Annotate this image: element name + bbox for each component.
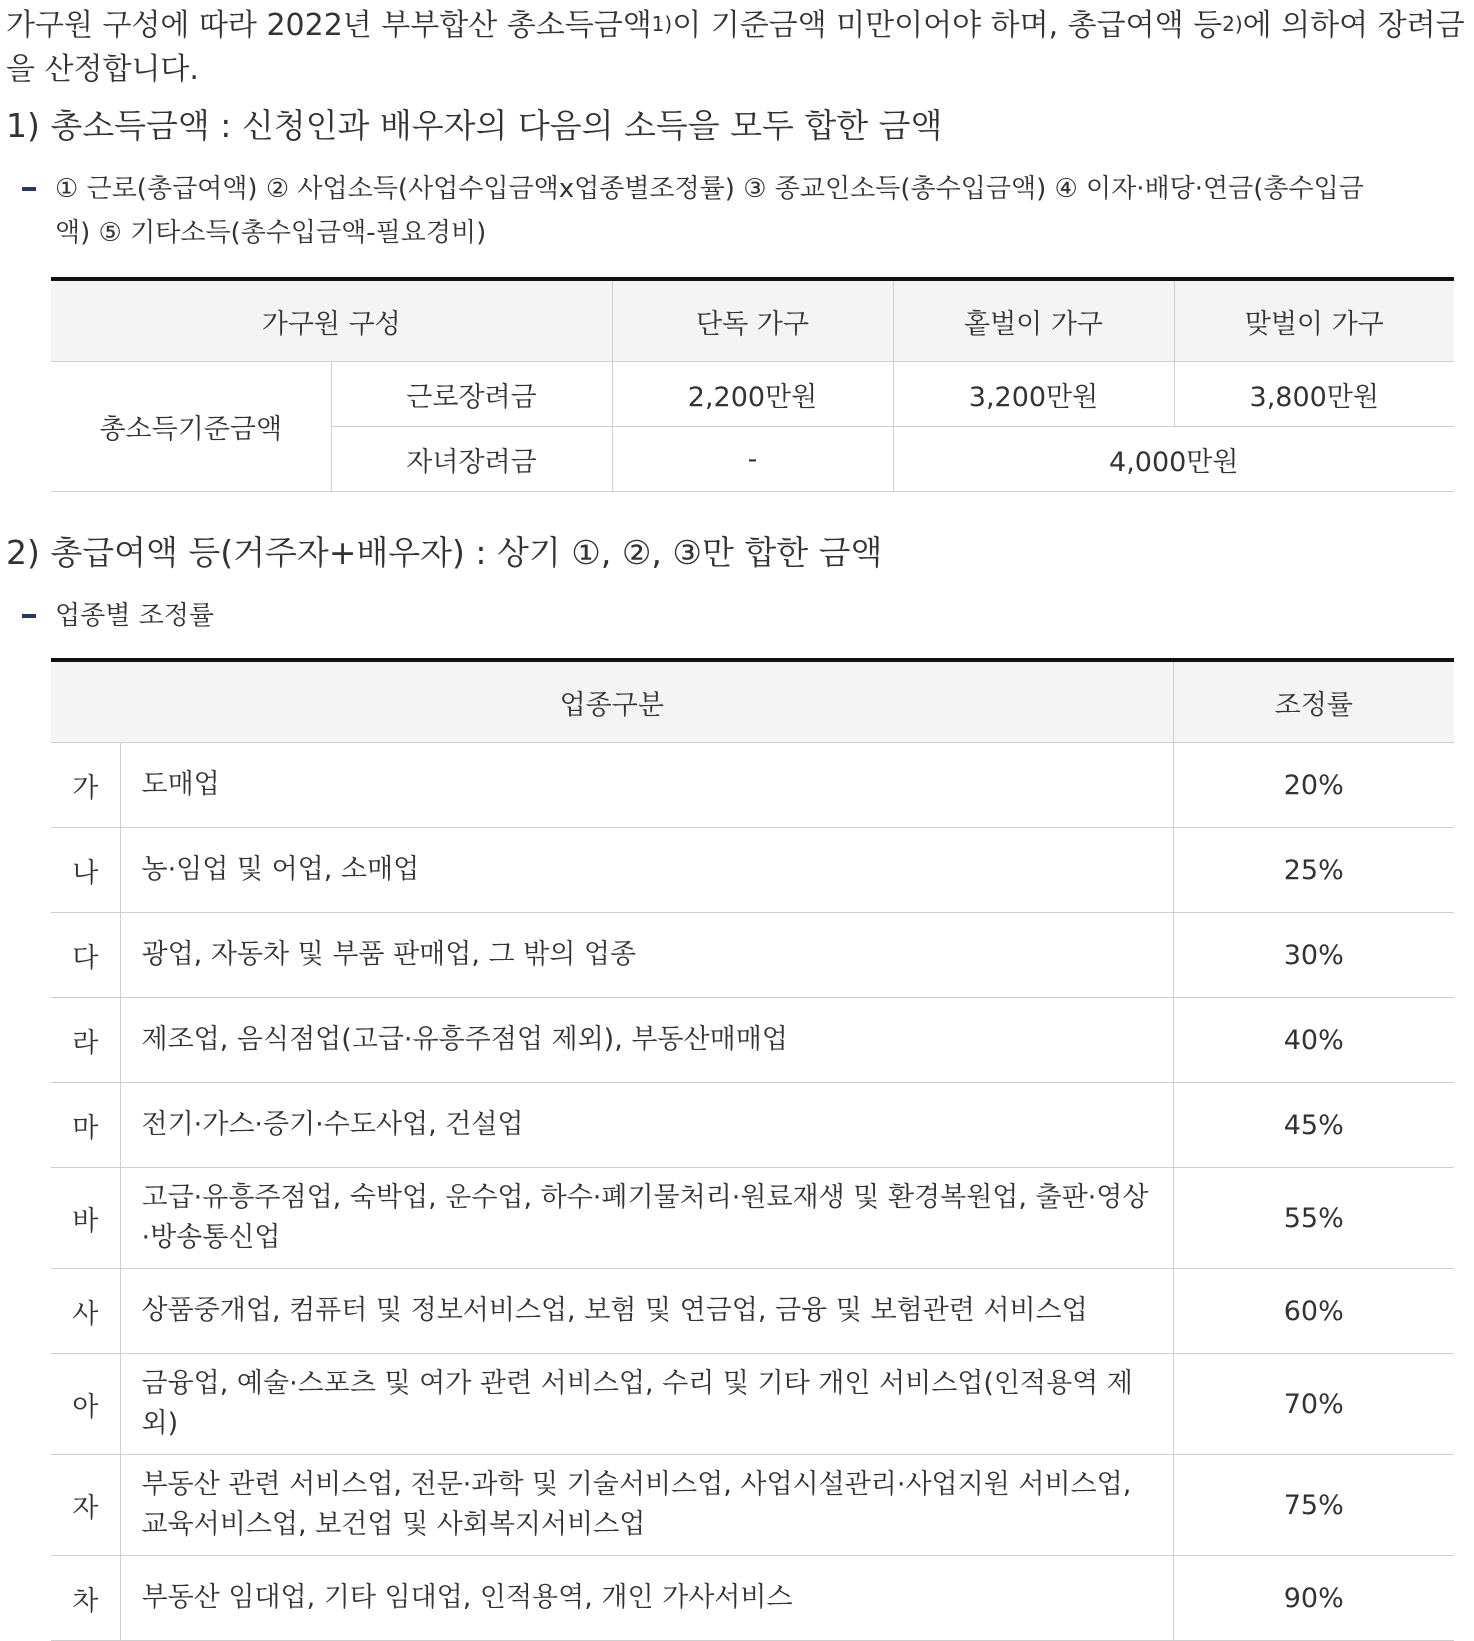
table-header-row bbox=[51, 660, 1454, 743]
row-letter: 사 bbox=[51, 1269, 120, 1354]
table-row bbox=[51, 362, 1454, 427]
table-row bbox=[51, 1354, 1454, 1455]
table-row bbox=[51, 828, 1454, 913]
table-row bbox=[51, 1269, 1454, 1354]
row-letter: 바 bbox=[51, 1168, 120, 1269]
row-rate: 30% bbox=[1173, 913, 1454, 998]
row-rate: 40% bbox=[1173, 998, 1454, 1083]
row-letter: 자 bbox=[51, 1455, 120, 1556]
row-letter: 가 bbox=[51, 743, 120, 828]
header-two-earner: 맞벌이 가구 bbox=[1174, 279, 1454, 362]
row-label: 자녀장려금 bbox=[331, 427, 612, 492]
row-letter: 아 bbox=[51, 1354, 120, 1455]
adjustment-rate-table bbox=[51, 658, 1454, 1641]
header-rate: 조정률 bbox=[1173, 660, 1454, 743]
cell-two-earner: 3,800만원 bbox=[1174, 362, 1454, 427]
row-rate: 90% bbox=[1173, 1556, 1454, 1641]
row-rate: 75% bbox=[1173, 1455, 1454, 1556]
row-rate: 45% bbox=[1173, 1083, 1454, 1168]
row-industry: 고급·유흥주점업, 숙박업, 운수업, 하수·폐기물처리·원료재생 및 환경복원업, 출판·영상·방송통신업 bbox=[120, 1168, 1173, 1269]
table-row bbox=[51, 998, 1454, 1083]
row-rate: 70% bbox=[1173, 1354, 1454, 1455]
cell-merged: 4,000만원 bbox=[893, 427, 1454, 492]
row-industry: 광업, 자동차 및 부품 판매업, 그 밖의 업종 bbox=[120, 913, 1173, 998]
row-rate: 55% bbox=[1173, 1168, 1454, 1269]
row-letter: 다 bbox=[51, 913, 120, 998]
row-industry: 농·임업 및 어업, 소매업 bbox=[120, 828, 1173, 913]
group-label: 총소득기준금액 bbox=[51, 362, 331, 492]
section1-bullet-text: ① 근로(총급여액) ② 사업소득(사업수입금액x업종별조정률) ③ 종교인소득(총수입금액) ④ 이자·배당·연금(총수입금액) ⑤ 기타소득(총수입금액-필요경비) bbox=[55, 174, 1364, 248]
table-row bbox=[51, 1556, 1454, 1641]
section1-heading: 1) 총소득금액 : 신청인과 배우자의 다음의 소득을 모두 합한 금액 bbox=[6, 106, 943, 145]
row-rate: 20% bbox=[1173, 743, 1454, 828]
row-letter: 라 bbox=[51, 998, 120, 1083]
section1-bullet bbox=[22, 167, 1382, 255]
row-industry: 부동산 관련 서비스업, 전문·과학 및 기술서비스업, 사업시설관리·사업지원 서비스업, 교육서비스업, 보건업 및 사회복지서비스업 bbox=[120, 1455, 1173, 1556]
row-label: 근로장려금 bbox=[331, 362, 612, 427]
table-row bbox=[51, 1455, 1454, 1556]
intro-paragraph bbox=[6, 4, 1468, 92]
cell-single: 2,200만원 bbox=[612, 362, 893, 427]
cell-one-earner: 3,200만원 bbox=[893, 362, 1174, 427]
section2-heading: 2) 총급여액 등(거주자+배우자) : 상기 ①, ②, ③만 합한 금액 bbox=[6, 533, 883, 572]
row-industry: 금융업, 예술·스포츠 및 여가 관련 서비스업, 수리 및 기타 개인 서비스업(인적용역 제외) bbox=[120, 1354, 1173, 1455]
section2-bullet bbox=[22, 594, 214, 638]
row-letter: 나 bbox=[51, 828, 120, 913]
table-row bbox=[51, 743, 1454, 828]
table-row bbox=[51, 1083, 1454, 1168]
row-rate: 25% bbox=[1173, 828, 1454, 913]
row-industry: 전기·가스·증기·수도사업, 건설업 bbox=[120, 1083, 1173, 1168]
footnote-1-marker: 1) bbox=[651, 12, 673, 36]
header-single: 단독 가구 bbox=[612, 279, 893, 362]
intro-text-1: 가구원 구성에 따라 2022년 부부합산 총소득금액 bbox=[6, 8, 652, 43]
row-industry: 제조업, 음식점업(고급·유흥주점업 제외), 부동산매매업 bbox=[120, 998, 1173, 1083]
income-threshold-table bbox=[51, 277, 1454, 492]
intro-text-3: 에 의하여 장려금을 산정합니다. bbox=[6, 8, 1465, 87]
header-industry: 업종구분 bbox=[51, 660, 1173, 743]
header-one-earner: 홑벌이 가구 bbox=[893, 279, 1174, 362]
footnote-2-marker: 2) bbox=[1222, 12, 1243, 36]
table-row bbox=[51, 913, 1454, 998]
table-row bbox=[51, 1168, 1454, 1269]
bullet-dash-icon bbox=[22, 614, 36, 618]
row-industry: 부동산 임대업, 기타 임대업, 인적용역, 개인 가사서비스 bbox=[120, 1556, 1173, 1641]
row-industry: 도매업 bbox=[120, 743, 1173, 828]
row-letter: 마 bbox=[51, 1083, 120, 1168]
row-industry: 상품중개업, 컴퓨터 및 정보서비스업, 보험 및 연금업, 금융 및 보험관련 서비스업 bbox=[120, 1269, 1173, 1354]
cell-single: - bbox=[612, 427, 893, 492]
bullet-dash-icon bbox=[22, 187, 36, 191]
row-letter: 차 bbox=[51, 1556, 120, 1641]
intro-text-2: 이 기준금액 미만이어야 하며, 총급여액 등 bbox=[672, 8, 1223, 43]
header-household: 가구원 구성 bbox=[51, 279, 612, 362]
table-header-row bbox=[51, 279, 1454, 362]
section2-bullet-text: 업종별 조정률 bbox=[55, 601, 214, 631]
row-rate: 60% bbox=[1173, 1269, 1454, 1354]
